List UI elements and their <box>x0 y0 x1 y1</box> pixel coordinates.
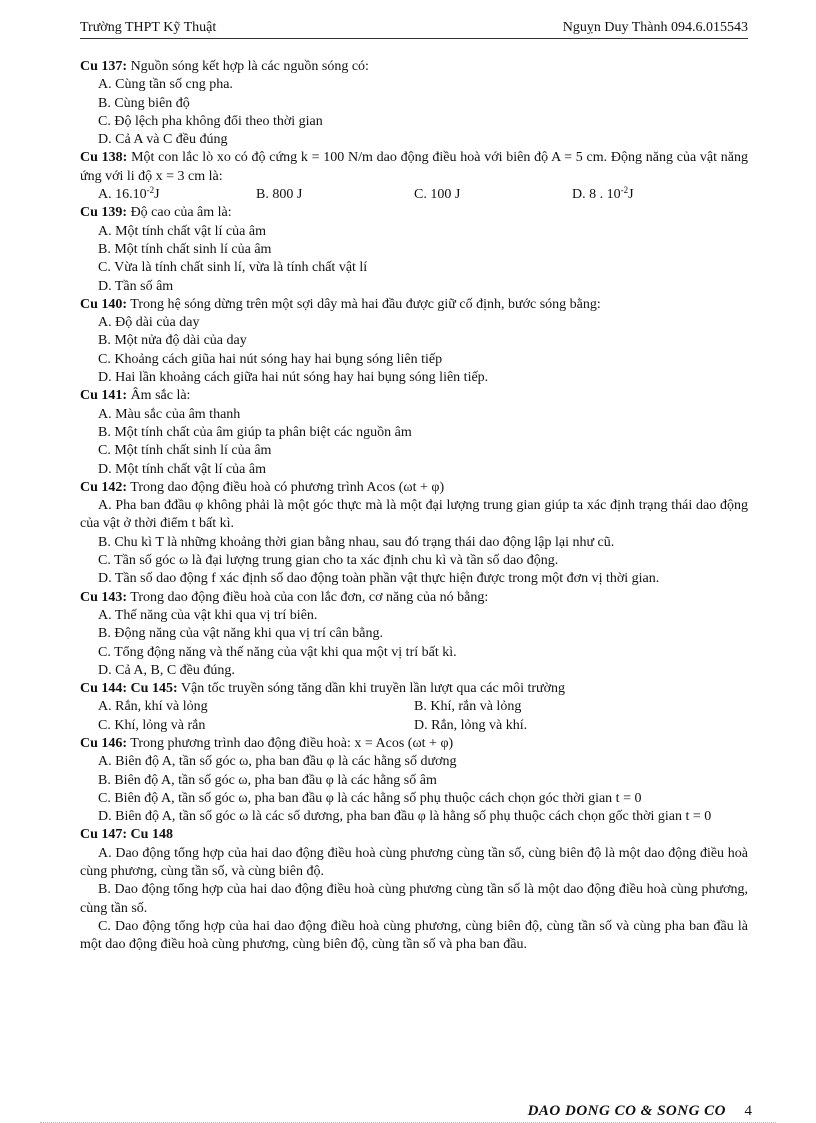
question-text: Trong phương trình dao động điều hoà: x = Acos (ωt + φ) <box>127 735 454 751</box>
footer-title: DAO DONG CO & SONG CO <box>527 1103 726 1119</box>
option-b: B. Chu kì T là những khoảng thời gian bằng nhau, sau đó trạng thái dao động lập lại như cũ. <box>98 534 615 550</box>
question-number: Cu 137: <box>80 59 128 74</box>
question-number: Cu 141: <box>80 388 128 404</box>
option-d: D. Một tính chất vật lí của âm <box>98 461 266 477</box>
option-c: C. Một tính chất sinh lí của âm <box>98 443 272 459</box>
options-row <box>80 717 748 735</box>
question-number: Cu 142: <box>80 479 128 495</box>
option-c: C. Vừa là tính chất sinh lí, vừa là tính chất vật lí <box>98 260 368 276</box>
page-number: 4 <box>744 1103 752 1119</box>
option-b: B. Một tính chất sinh lí của âm <box>98 241 272 257</box>
question-140 <box>80 296 748 314</box>
option-b: B. 800 J <box>256 187 303 203</box>
option-c: C. Biên độ A, tần số góc ω, pha ban đầu φ là các hằng số phụ thuộc cách chọn góc thời gian t = 0 <box>98 790 642 806</box>
option-c: C. Tần số góc ω là đại lượng trung gian cho ta xác định chu kì và tần số dao động. <box>98 553 559 569</box>
header-author: Nguỵn Duy Thành 094.6.015543 <box>562 20 748 35</box>
question-146 <box>80 735 748 753</box>
option-c: C. Khí, lỏng và rắn <box>98 717 206 733</box>
option-b: B. Động năng của vật năng khi qua vị trí cân bằng. <box>98 626 383 642</box>
question-141 <box>80 387 748 405</box>
option-d: D. Cả A, B, C đều đúng. <box>98 662 235 678</box>
question-number: Cu 146: <box>80 735 128 751</box>
option-a: A. Một tính chất vật lí của âm <box>98 223 266 239</box>
question-147 <box>80 826 748 844</box>
page-header <box>80 16 748 39</box>
option-a: A. Pha ban đđầu φ không phải là một góc thực mà là một đại lượng trung gian giúp ta xác định trạng thái dao động của vật ở thời điểm t bất kì. <box>80 498 748 532</box>
options-row <box>80 698 748 716</box>
option-b: B. Cùng biên độ <box>98 95 190 111</box>
option-b: B. Khí, rắn và lỏng <box>414 699 522 715</box>
option-d: D. Hai lần khoảng cách giữa hai nút sóng hay hai bụng sóng liên tiếp. <box>98 370 489 386</box>
option-b: B. Dao động tổng hợp của hai dao động điều hoà cùng phương cùng tần số là một dao động điều hoà cùng phương, cùng tần số. <box>80 882 748 916</box>
option-b: B. Một tính chất của âm giúp ta phân biệt các nguồn âm <box>98 424 412 440</box>
question-number: Cu 144: Cu 145: <box>80 681 178 697</box>
option-a: A. Độ dài của day <box>98 315 200 331</box>
question-number: Cu 147: Cu 148 <box>80 827 173 843</box>
question-number: Cu 140: <box>80 296 128 312</box>
question-text: Độ cao của âm là: <box>127 205 232 221</box>
option-d: D. 8 . $10^{-2}J$ <box>572 185 634 203</box>
option-a: A. Rắn, khí và lỏng <box>98 699 208 715</box>
option-c: C. Dao động tổng hợp của hai dao động điều hoà cùng phương, cùng biên độ, cùng tần số và cùng pha ban đầu là một dao động điều hoà cùng phương, cùng biên độ, cùng tần số và pha ban đầu. <box>80 918 748 953</box>
option-d: D. Cả A và C đều đúng <box>98 132 228 148</box>
option-a: A. Cùng tần số cng pha. <box>98 77 233 93</box>
option-c: C. Độ lệch pha không đổi theo thời gian <box>98 113 323 129</box>
option-c: C. Khoảng cách giũa hai nút sóng hay hai bụng sóng liên tiếp <box>98 351 443 367</box>
option-b: B. Một nửa độ dài của day <box>98 333 247 349</box>
question-text: Một con lắc lò xo có độ cứng k = 100 N/m dao động điều hoà với biên độ A = 5 cm. Động năng của vật năng ứng với li độ x = 3 cm là: <box>80 150 748 184</box>
question-137 <box>80 58 748 76</box>
question-144 <box>80 680 748 698</box>
option-c: C. Tổng động năng và thế năng của vật khi qua một vị trí bất kì. <box>98 644 457 660</box>
option-a: A. $16.10^{-2}J$ <box>98 185 160 203</box>
question-139 <box>80 204 748 222</box>
option-d: D. Biên độ A, tần số góc ω là các số dương, pha ban đầu φ là hằng số phụ thuộc cách chọn gốc thời gian t = 0 <box>98 809 712 825</box>
options-row <box>80 186 748 204</box>
option-a: A. Biên độ A, tần số góc ω, pha ban đầu φ là các hằng số dương <box>98 754 457 770</box>
question-number: Cu 138: <box>80 150 128 166</box>
question-text: Trong dao động điều hoà có phương trình Acos (ωt + φ) <box>127 479 445 495</box>
question-text: Nguồn sóng kết hợp là các nguồn sóng có: <box>127 59 369 74</box>
question-text: Trong dao động điều hoà của con lắc đơn, cơ năng của nó bằng: <box>127 589 489 605</box>
option-c: C. 100 J <box>414 187 461 203</box>
question-number: Cu 139: <box>80 205 128 221</box>
option-d: D. Rắn, lỏng và khí. <box>414 717 528 733</box>
option-d: D. Tần số dao động f xác định số dao động toàn phần vật thực hiện được trong một đơn vị thời gian. <box>98 571 660 587</box>
document-body <box>80 58 748 955</box>
option-a: A. Thế năng của vật khi qua vị trí biên. <box>98 607 318 623</box>
question-text: Âm sắc là: <box>127 388 191 404</box>
option-b: B. Biên độ A, tần số góc ω, pha ban đầu φ là các hằng số âm <box>98 772 437 788</box>
option-a: A. Màu sắc của âm thanh <box>98 406 241 422</box>
question-142 <box>80 479 748 497</box>
question-text: Trong hệ sóng dừng trên một sợi dây mà hai đầu được giữ cố định, bước sóng bằng: <box>127 296 601 312</box>
question-143 <box>80 589 748 607</box>
question-text: Vận tốc truyền sóng tăng dần khi truyền lần lượt qua các môi trường <box>177 681 566 697</box>
question-138 <box>80 149 748 186</box>
option-a: A. Dao động tổng hợp của hai dao động điều hoà cùng phương cùng tần số, cùng biên độ là một dao động điều hoà cùng phương, cùng tần số, và cùng biên độ. <box>80 845 748 880</box>
option-d: D. Tần số âm <box>98 278 174 294</box>
header-school: Trường THPT Kỹ Thuật <box>80 20 217 35</box>
question-number: Cu 143: <box>80 589 128 605</box>
